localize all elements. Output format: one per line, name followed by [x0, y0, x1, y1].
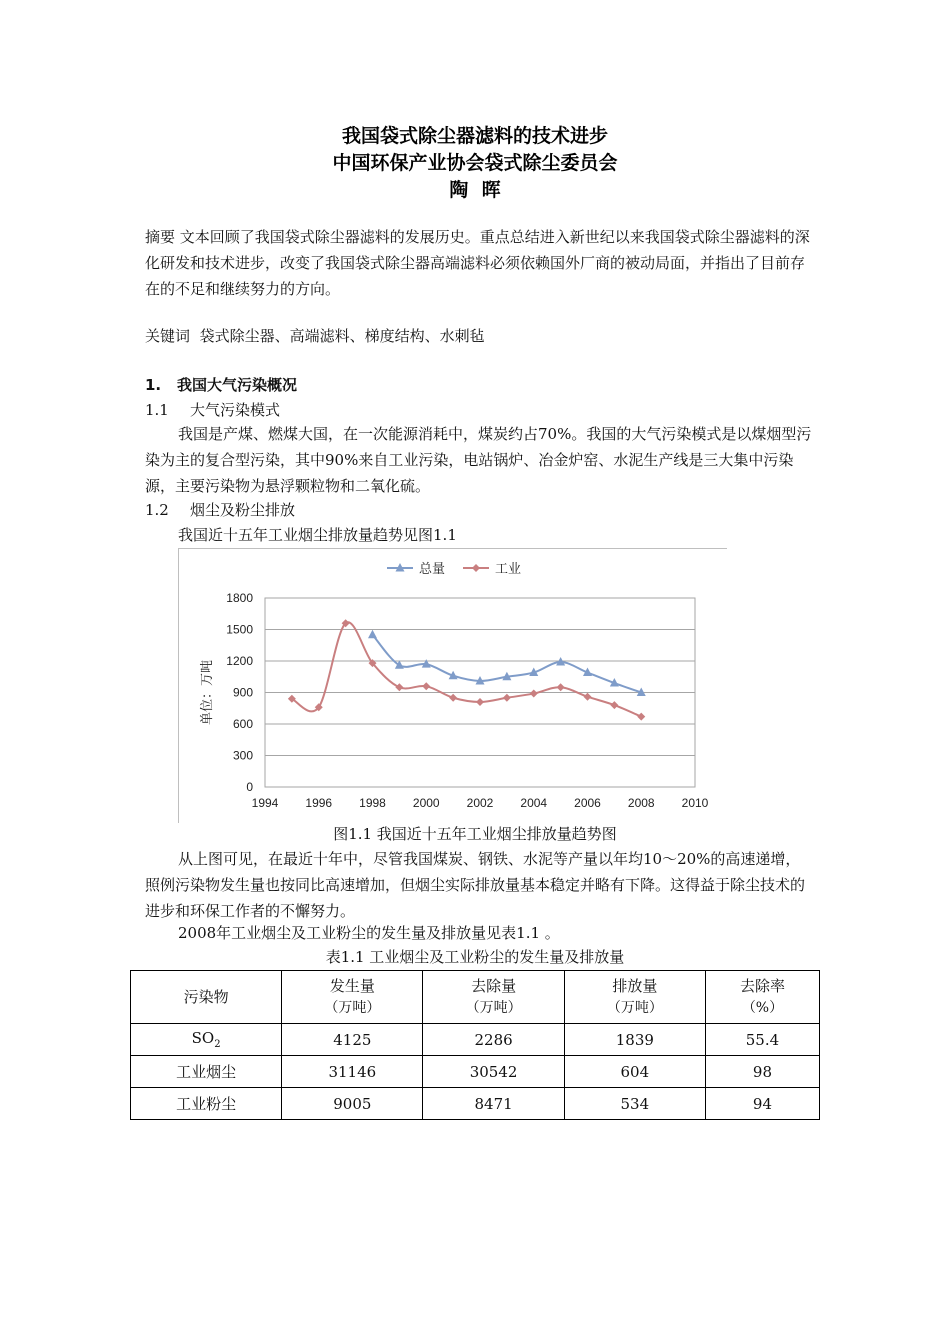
paragraph-chart-discussion: 从上图可见，在最近十年中，尽管我国煤炭、钢铁、水泥等产量以年均10～20%的高速递增，照例污染物发生量也按同比高速增加，但烟尘实际排放量基本稳定并略有下降。这得益于除尘技术的进步和环保工作者的不懈努力。	[145, 850, 806, 920]
keywords-text: 袋式除尘器、高端滤料、梯度结构、水刺毡	[199, 327, 485, 345]
table-cell: $SO_2$	[131, 1024, 282, 1056]
series-line	[373, 635, 642, 693]
table-row	[131, 1088, 820, 1120]
x-tick-label: 2002	[466, 796, 494, 810]
data-point-marker	[449, 694, 457, 702]
data-point-marker	[503, 694, 511, 702]
data-point-marker	[610, 701, 618, 709]
table-row	[131, 1056, 820, 1088]
table-cell: 98	[705, 1056, 819, 1088]
header-cell: 去除率 （%）	[705, 971, 819, 1024]
table-cell: 31146	[282, 1056, 423, 1088]
y-tick-label: 1500	[226, 622, 253, 637]
emission-trend-chart	[178, 548, 727, 823]
data-point-marker	[395, 683, 403, 691]
y-tick-label: 900	[232, 685, 253, 700]
y-tick-label: 0	[246, 780, 253, 794]
header-cell: 发生量 （万吨）	[282, 971, 423, 1024]
subsection-number: 1.2	[145, 501, 169, 519]
data-point-marker	[557, 683, 565, 691]
table-cell: 2286	[423, 1024, 564, 1056]
legend-marker	[472, 564, 480, 572]
data-point-marker	[368, 630, 377, 639]
y-axis-label: 单位：万吨	[200, 659, 215, 726]
table-cell: 534	[564, 1088, 705, 1120]
author-organization: 中国环保产业协会袋式除尘委员会	[332, 152, 618, 174]
table-cell: 4125	[282, 1024, 423, 1056]
data-point-marker	[530, 690, 538, 698]
table-cell: 8471	[423, 1088, 564, 1120]
abstract-label: 摘要	[145, 228, 176, 246]
x-tick-label: 1996	[305, 796, 333, 810]
table-row	[131, 1024, 820, 1056]
table-caption: 表1.1 工业烟尘及工业粉尘的发生量及排放量	[325, 948, 625, 966]
x-tick-label: 1998	[359, 796, 386, 810]
paragraph-pollution-mode: 我国是产煤、燃煤大国，在一次能源消耗中，煤炭约占70%。我国的大气污染模式是以煤烟型污染为主的复合型污染，其中90%来自工业污染，电站锅炉、冶金炉窑、水泥生产线是三大集中污染源，主要污染物为悬浮颗粒物和二氧化硫。	[145, 425, 812, 495]
table-intro: 2008年工业烟尘及工业粉尘的发生量及排放量见表1.1 。	[178, 924, 560, 942]
data-point-marker	[476, 698, 484, 706]
figure-intro: 我国近十五年工业烟尘排放量趋势见图1.1	[178, 526, 457, 544]
figure-caption: 图1.1 我国近十五年工业烟尘排放量趋势图	[333, 825, 617, 843]
abstract	[145, 224, 813, 302]
table-cell: 1839	[564, 1024, 705, 1056]
series-line	[292, 622, 641, 716]
table-cell: 94	[705, 1088, 819, 1120]
subsection-number: 1.1	[145, 401, 169, 419]
chart-svg	[179, 549, 727, 823]
abstract-text: 文本回顾了我国袋式除尘器滤料的发展历史。重点总结进入新世纪以来我国袋式除尘器滤料的深化研发和技术进步，改变了我国袋式除尘器高端滤料必须依赖国外厂商的被动局面，并指出了目前存在的不足和继续努力的方向。	[145, 228, 810, 298]
header-cell: 污染物	[131, 971, 282, 1024]
table-cell: 55.4	[705, 1024, 819, 1056]
x-tick-label: 2004	[520, 796, 548, 810]
data-point-marker	[637, 713, 645, 721]
keywords-label: 关键词	[145, 327, 191, 345]
y-tick-label: 600	[232, 717, 253, 731]
x-tick-label: 2000	[412, 796, 440, 810]
y-tick-label: 1800	[226, 591, 253, 605]
title-block	[0, 123, 950, 204]
section-number: 1.	[145, 376, 162, 394]
x-tick-label: 2008	[627, 796, 655, 810]
data-point-marker	[584, 693, 592, 701]
author-name: 陶 晖	[449, 179, 501, 201]
legend-label: 工业	[495, 562, 522, 577]
subsection-title: 烟尘及粉尘排放	[190, 501, 296, 519]
table-cell: 工业烟尘	[131, 1056, 282, 1088]
table-header-row	[131, 971, 820, 1024]
header-cell: 排放量 （万吨）	[564, 971, 705, 1024]
legend-label: 总量	[419, 562, 446, 577]
keywords	[145, 323, 813, 349]
data-point-marker	[422, 682, 430, 690]
table-cell: 9005	[282, 1088, 423, 1120]
table-cell: 604	[564, 1056, 705, 1088]
table-cell: 30542	[423, 1056, 564, 1088]
y-tick-label: 300	[232, 748, 253, 763]
emission-table	[130, 970, 820, 1120]
subsection-heading-1	[145, 399, 280, 420]
section-heading	[145, 374, 297, 395]
y-tick-label: 1200	[226, 654, 253, 668]
subsection-heading-2	[145, 499, 295, 520]
section-title: 我国大气污染概况	[177, 376, 298, 394]
header-cell: 去除量 （万吨）	[423, 971, 564, 1024]
paper-title: 我国袋式除尘器滤料的技术进步	[341, 125, 608, 147]
table-cell: 工业粉尘	[131, 1088, 282, 1120]
subsection-title: 大气污染模式	[190, 401, 281, 419]
x-tick-label: 1994	[251, 796, 279, 810]
x-tick-label: 2010	[681, 796, 709, 810]
x-tick-label: 2006	[574, 796, 601, 810]
